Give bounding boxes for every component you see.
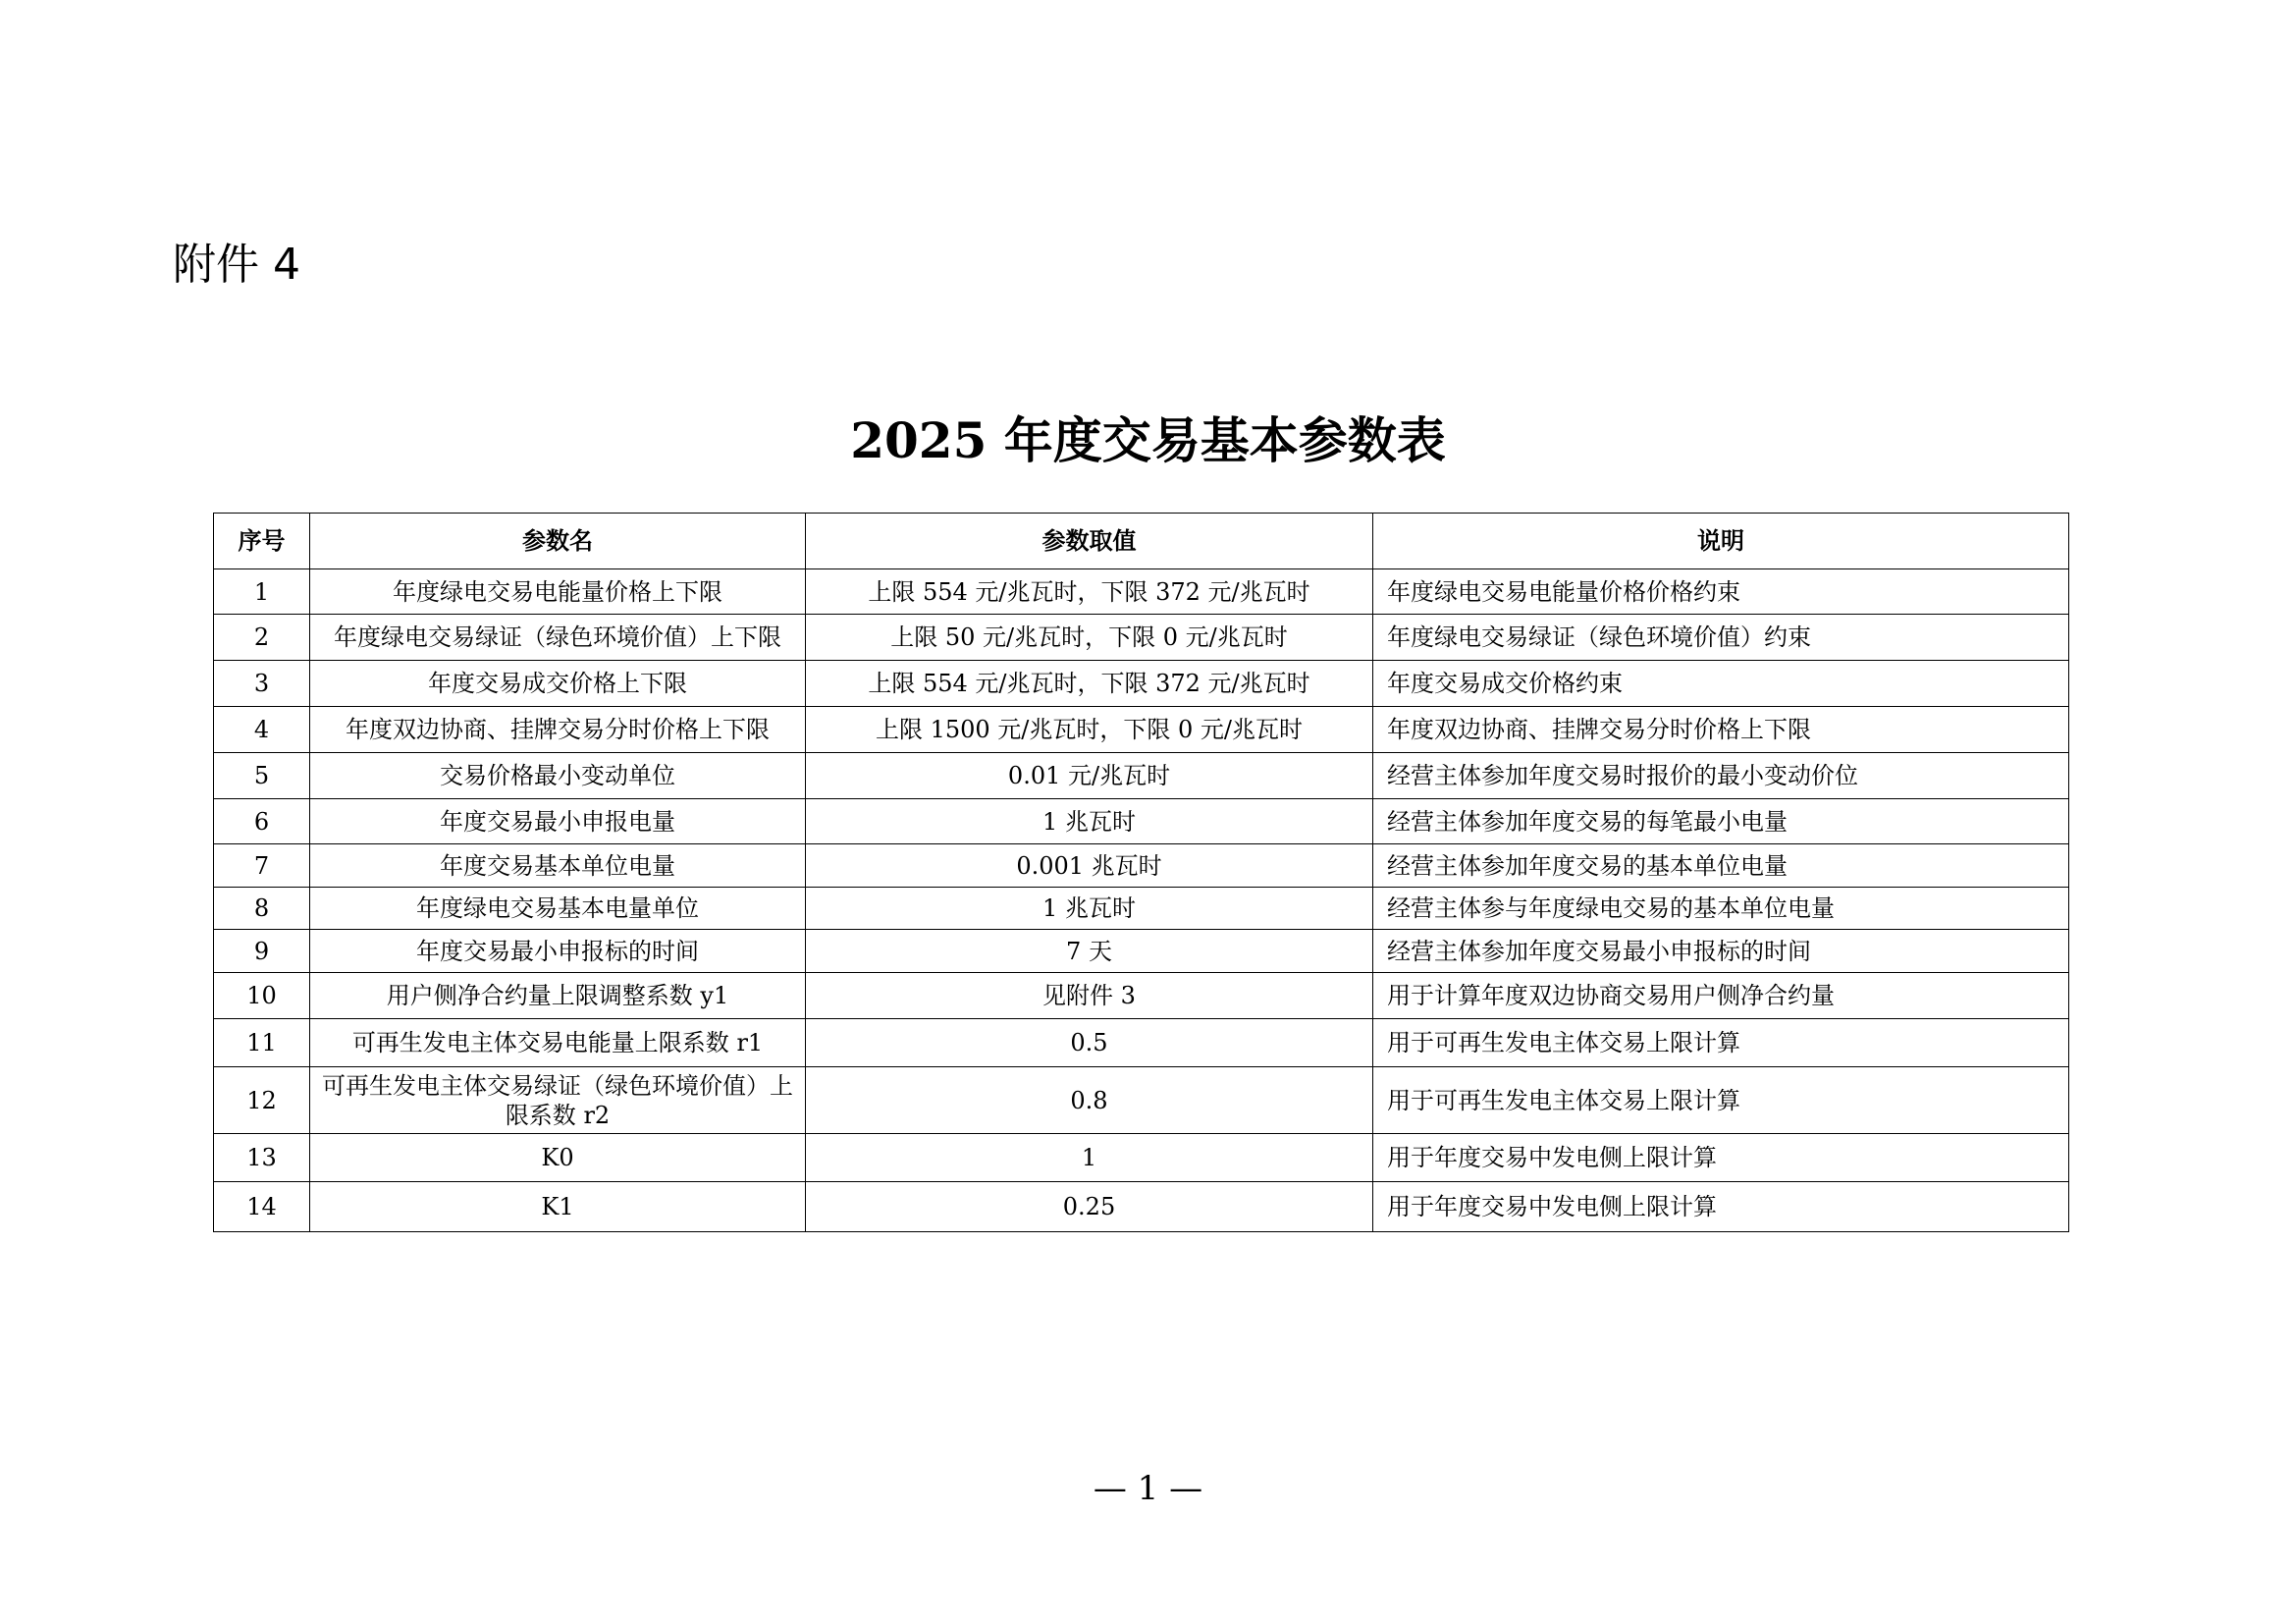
row-desc: 经营主体参加年度交易最小申报标的时间 [1373, 930, 2069, 973]
row-desc: 用于计算年度双边协商交易用户侧净合约量 [1373, 973, 2069, 1019]
attachment-label: 附件 4 [173, 240, 300, 290]
header-value: 参数取值 [806, 514, 1373, 569]
row-name: K0 [310, 1134, 806, 1182]
table-row [214, 1019, 2069, 1067]
row-no: 4 [214, 707, 310, 753]
row-desc: 年度交易成交价格约束 [1373, 661, 2069, 707]
row-desc: 年度双边协商、挂牌交易分时价格上下限 [1373, 707, 2069, 753]
row-desc: 经营主体参加年度交易的基本单位电量 [1373, 844, 2069, 888]
table-row [214, 753, 2069, 799]
row-value: 0.001 兆瓦时 [806, 844, 1373, 888]
row-name: K1 [310, 1182, 806, 1232]
row-no: 8 [214, 888, 310, 930]
row-name: 交易价格最小变动单位 [310, 753, 806, 799]
table-row [214, 569, 2069, 615]
table-row [214, 888, 2069, 930]
row-desc: 用于年度交易中发电侧上限计算 [1373, 1134, 2069, 1182]
row-name: 年度交易最小申报标的时间 [310, 930, 806, 973]
row-desc: 用于可再生发电主体交易上限计算 [1373, 1019, 2069, 1067]
table-header-row [214, 514, 2069, 569]
row-no: 13 [214, 1134, 310, 1182]
row-no: 9 [214, 930, 310, 973]
row-no: 5 [214, 753, 310, 799]
row-desc: 用于可再生发电主体交易上限计算 [1373, 1067, 2069, 1134]
table-row [214, 1134, 2069, 1182]
row-no: 2 [214, 615, 310, 661]
row-name: 年度双边协商、挂牌交易分时价格上下限 [310, 707, 806, 753]
row-desc: 经营主体参与年度绿电交易的基本单位电量 [1373, 888, 2069, 930]
row-no: 1 [214, 569, 310, 615]
row-no: 6 [214, 799, 310, 844]
row-name: 年度交易成交价格上下限 [310, 661, 806, 707]
row-no: 11 [214, 1019, 310, 1067]
row-name: 年度交易基本单位电量 [310, 844, 806, 888]
row-name: 年度绿电交易基本电量单位 [310, 888, 806, 930]
table-row [214, 1182, 2069, 1232]
table-row [214, 1067, 2069, 1134]
row-name: 年度绿电交易电能量价格上下限 [310, 569, 806, 615]
table-row [214, 844, 2069, 888]
row-desc: 用于年度交易中发电侧上限计算 [1373, 1182, 2069, 1232]
row-value: 1 [806, 1134, 1373, 1182]
page-number: — 1 — [1093, 1469, 1203, 1508]
row-name: 用户侧净合约量上限调整系数 y1 [310, 973, 806, 1019]
row-desc: 年度绿电交易电能量价格价格约束 [1373, 569, 2069, 615]
row-no: 14 [214, 1182, 310, 1232]
row-value: 1 兆瓦时 [806, 888, 1373, 930]
row-value: 0.01 元/兆瓦时 [806, 753, 1373, 799]
document-title: 2025 年度交易基本参数表 [850, 411, 1446, 469]
row-desc: 经营主体参加年度交易时报价的最小变动价位 [1373, 753, 2069, 799]
table-row [214, 661, 2069, 707]
table-row [214, 930, 2069, 973]
row-value: 上限 554 元/兆瓦时，下限 372 元/兆瓦时 [806, 661, 1373, 707]
row-value: 上限 554 元/兆瓦时，下限 372 元/兆瓦时 [806, 569, 1373, 615]
row-name: 可再生发电主体交易绿证（绿色环境价值）上限系数 r2 [310, 1067, 806, 1134]
table-row [214, 707, 2069, 753]
row-value: 0.5 [806, 1019, 1373, 1067]
header-name: 参数名 [310, 514, 806, 569]
row-value: 7 天 [806, 930, 1373, 973]
row-value: 上限 1500 元/兆瓦时，下限 0 元/兆瓦时 [806, 707, 1373, 753]
row-name: 年度绿电交易绿证（绿色环境价值）上下限 [310, 615, 806, 661]
row-name: 可再生发电主体交易电能量上限系数 r1 [310, 1019, 806, 1067]
row-value: 1 兆瓦时 [806, 799, 1373, 844]
row-value: 0.25 [806, 1182, 1373, 1232]
row-no: 12 [214, 1067, 310, 1134]
table-row [214, 973, 2069, 1019]
row-no: 3 [214, 661, 310, 707]
row-value: 0.8 [806, 1067, 1373, 1134]
row-no: 7 [214, 844, 310, 888]
parameter-table [213, 513, 2069, 1232]
row-desc: 年度绿电交易绿证（绿色环境价值）约束 [1373, 615, 2069, 661]
row-no: 10 [214, 973, 310, 1019]
header-no: 序号 [214, 514, 310, 569]
row-name: 年度交易最小申报电量 [310, 799, 806, 844]
row-value: 上限 50 元/兆瓦时，下限 0 元/兆瓦时 [806, 615, 1373, 661]
row-value: 见附件 3 [806, 973, 1373, 1019]
row-desc: 经营主体参加年度交易的每笔最小电量 [1373, 799, 2069, 844]
table-row [214, 799, 2069, 844]
header-desc: 说明 [1373, 514, 2069, 569]
table-row [214, 615, 2069, 661]
